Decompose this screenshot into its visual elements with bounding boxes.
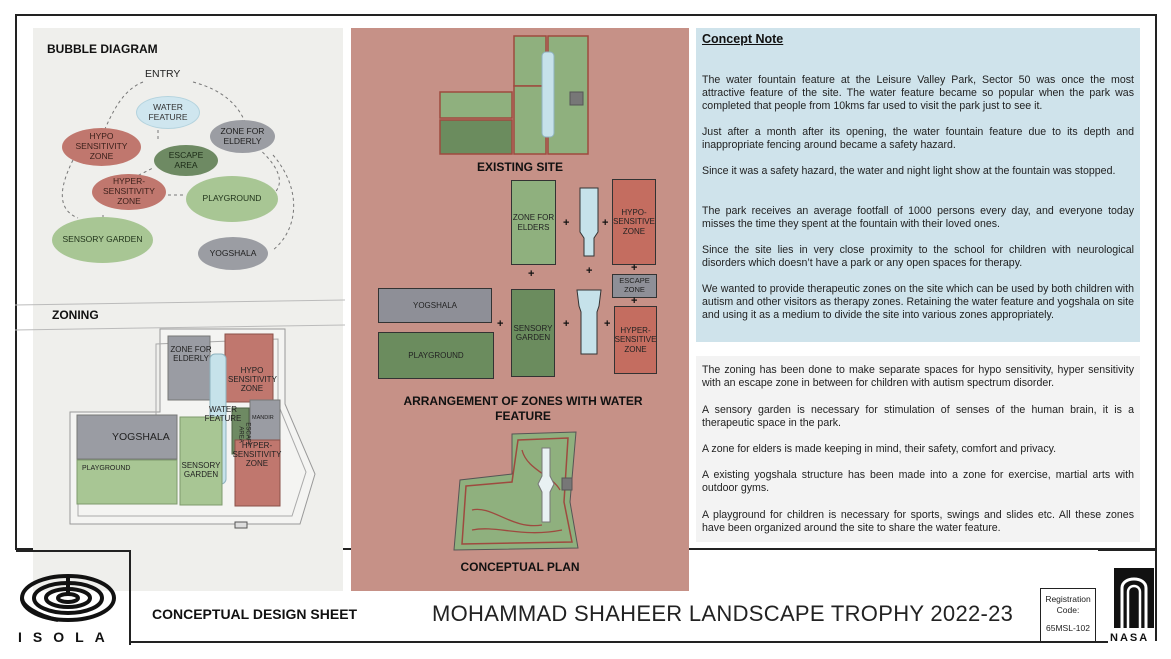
zoning-label-sensory: SENSORY GARDEN — [181, 461, 221, 479]
bubble-hyper-zone: HYPER- SENSITIVITY ZONE — [92, 174, 166, 210]
zoning-label-elderly: ZONE FOR ELDERLY — [170, 345, 212, 363]
concept-note-paragraph: We wanted to provide therapeutic zones on the site which can be used by both children with autism and other visitors as therapy zones. Retaining the water feature and yogshala on site and using it as a medium to divide the site into various zones appropriately. — [702, 283, 1134, 321]
sheet-title: CONCEPTUAL DESIGN SHEET — [152, 606, 358, 622]
zoning-label-escape: ESCAPE AREA — [238, 422, 251, 447]
plus-sign: + — [563, 217, 570, 229]
bubble-sensory-garden: SENSORY GARDEN — [52, 217, 153, 263]
plus-sign: + — [631, 295, 638, 307]
existing-site-plan — [438, 34, 598, 156]
zoning-note-paragraph: A sensory garden is necessary for stimulation of senses of the human brain, it is a therapeutic space in the park. — [702, 404, 1134, 429]
water-feature-top-shape — [576, 186, 602, 258]
bubble-hypo-zone: HYPO SENSITIVITY ZONE — [62, 128, 141, 166]
plus-sign: + — [604, 318, 611, 330]
registration-label: Registration Code: — [1045, 594, 1091, 615]
bubble-water-feature: WATER FEATURE — [136, 96, 200, 129]
footer-bottom-border — [130, 545, 1160, 645]
water-feature-bottom-shape — [575, 288, 603, 356]
entry-label: ENTRY — [145, 68, 181, 80]
plus-sign: + — [586, 265, 593, 277]
plus-sign: + — [631, 262, 638, 274]
concept-note-title: Concept Note — [702, 32, 784, 46]
plus-sign: + — [563, 318, 570, 330]
zoning-label-water: WATER FEATURE — [204, 405, 242, 423]
concept-note-paragraph: The water fountain feature at the Leisure Valley Park, Sector 50 was once the most attractive feature of the site. The water feature became so popular when the park was completed that people from 10kms far used to visit the park just to see it. — [702, 74, 1134, 112]
nasa-logo-text: NASA — [1110, 632, 1150, 644]
registration-code: 65MSL-102 — [1046, 623, 1090, 633]
hyper-sensitive-box: HYPER- SENSITIVE ZONE — [614, 306, 657, 374]
bubble-playground: PLAYGROUND — [186, 176, 278, 222]
yogshala-box: YOGSHALA — [378, 288, 492, 323]
concept-note-paragraph: The park receives an average footfall of 1000 persons every day, and everyone today misses the time they spent at the fountain with their loved ones. — [702, 205, 1134, 230]
isola-logo-text: ISOLA — [18, 629, 116, 645]
plus-sign: + — [497, 318, 504, 330]
zoning-label-hyper: HYPER- SENSITIVITY ZONE — [232, 441, 282, 468]
zoning-label-yogshala: YOGSHALA — [112, 431, 170, 443]
playground-box: PLAYGROUND — [378, 332, 494, 379]
zoning-title: ZONING — [52, 308, 99, 322]
concept-note-box — [696, 28, 1140, 342]
zoning-label-playground: PLAYGROUND — [82, 465, 131, 472]
zoning-note-paragraph: A existing yogshala structure has been made into a zone for exercise, martial arts with outdoor gyms. — [702, 469, 1134, 494]
zone-elders-box: ZONE FOR ELDERS — [511, 180, 556, 265]
concept-note-paragraph: Just after a month after its opening, the water fountain feature due to its depth and inappropriate fencing around became a safety hazard. — [702, 126, 1134, 151]
sensory-garden-box: SENSORY GARDEN — [511, 289, 555, 377]
existing-site-title: EXISTING SITE — [476, 160, 563, 174]
escape-zone-box: ESCAPE ZONE — [612, 274, 657, 298]
plus-sign: + — [528, 268, 535, 280]
nasa-logo-icon — [1112, 566, 1156, 632]
bubble-yogshala: YOGSHALA — [198, 237, 268, 270]
zoning-label-mandir: MANDIR — [252, 415, 274, 421]
zoning-label-hypo: HYPO SENSITIVITY ZONE — [228, 366, 277, 393]
zoning-note-paragraph: A playground for children is necessary for sports, swings and slides etc. All these zones have been organized around the site to share the water feature. — [702, 509, 1134, 534]
registration-box — [1040, 588, 1096, 642]
bubble-escape-area: ESCAPE AREA — [154, 145, 218, 176]
plus-sign: + — [602, 217, 609, 229]
concept-note-paragraph: Since the site lies in very close proximity to the school for children with neurological disorders which doesn’t have a park or any open spaces for therapy. — [702, 244, 1134, 269]
zoning-note-paragraph: A zone for elders is made keeping in mind, their safety, comfort and privacy. — [702, 443, 1057, 455]
conceptual-plan-drawing — [452, 430, 582, 552]
isola-logo-icon — [18, 566, 118, 626]
zoning-note-box — [696, 356, 1140, 542]
conceptual-plan-title: CONCEPTUAL PLAN — [460, 560, 580, 574]
hypo-sensitive-box: HYPO- SENSITIVE ZONE — [612, 179, 656, 265]
concept-note-paragraph: Since it was a safety hazard, the water and night light show at the fountain was stopped. — [702, 165, 1116, 177]
bubble-diagram-title: BUBBLE DIAGRAM — [47, 42, 158, 56]
zoning-note-paragraph: The zoning has been done to make separate spaces for hypo sensitivity, hyper sensitivity with an escape zone in between for children with autism spectrum disorder. — [702, 364, 1134, 389]
trophy-title: MOHAMMAD SHAHEER LANDSCAPE TROPHY 2022-23 — [432, 601, 1014, 626]
arrangement-title: ARRANGEMENT OF ZONES WITH WATER FEATURE — [403, 394, 643, 423]
bubble-zone-elderly: ZONE FOR ELDERLY — [210, 120, 275, 153]
